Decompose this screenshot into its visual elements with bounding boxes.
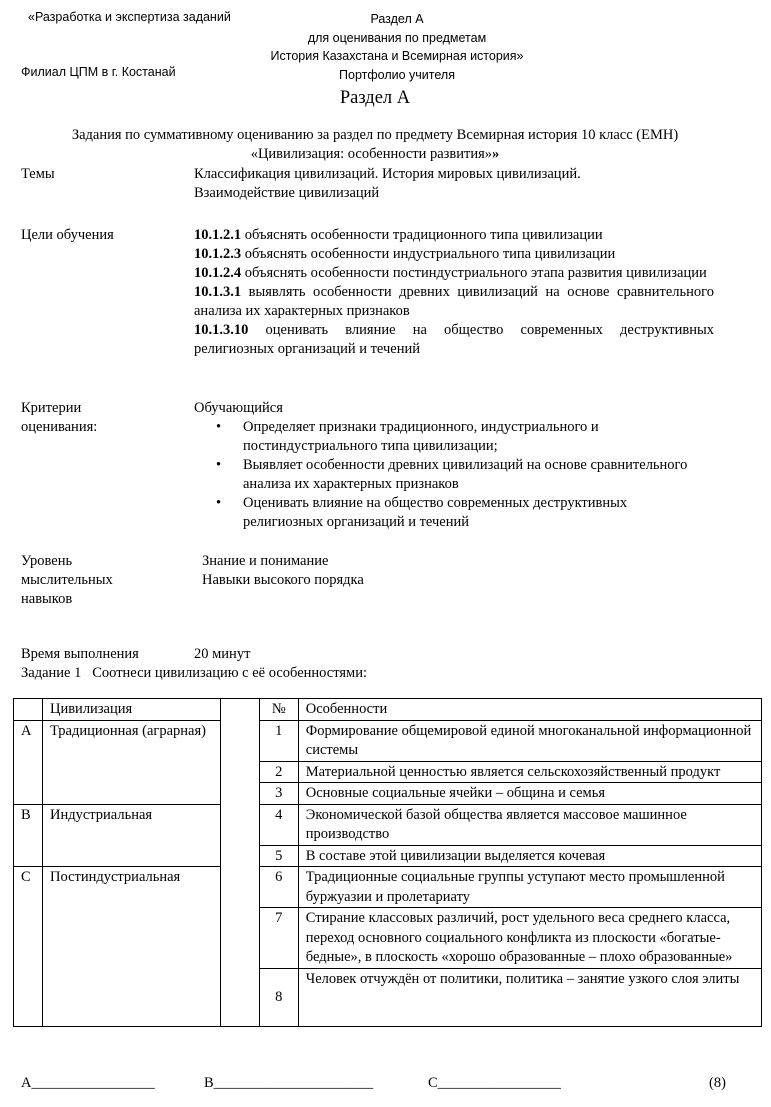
bullet-icon: • [216,457,222,473]
objective-text: объяснять особенности традиционного типа цивилизации [241,227,603,243]
criteria-item [194,456,694,494]
criteria-text: Выявляет особенности древних цивилизаций на основе сравнительного анализа их характерных признаков [243,457,688,492]
feature-number: 5 [259,845,298,867]
civ-letter: C [14,867,43,1027]
thinking-label-line: мыслительных [21,572,113,588]
objective-code: 10.1.3.10 [194,322,249,338]
header-center-line: Раздел А [370,12,424,26]
feature-text: Традиционные социальные группы уступают место промышленной буржуазии и пролетариату [298,867,761,908]
feature-text: Материальной ценностью является сельскохозяйственный продукт [298,761,761,783]
thinking-label-line: Уровень [21,553,73,569]
feature-number: 6 [259,867,298,908]
header-branch: Филиал ЦПМ в г. Костанай [21,65,176,79]
objective-item [194,245,714,264]
answer-b-blank[interactable]: B______________________ [204,1075,374,1091]
feature-text: Формирование общемировой единой многоканальной информационной системы [298,720,761,761]
feature-number: 1 [259,720,298,761]
header-center-line: История Казахстана и Всемирная история» [270,49,524,63]
header-civilization: Цивилизация [42,699,220,721]
header-letter-cell [14,699,43,721]
header-center-line: для оценивания по предметам [307,30,487,45]
objective-text: оценивать влияние на общество современных деструктивных религиозных организаций и течений [194,322,714,357]
objective-code: 10.1.2.4 [194,265,242,281]
matching-table [13,698,762,1027]
intro-line: Задания по суммативному оцениванию за раздел по предмету Всемирная история 10 класс (ЕМН) [71,127,679,143]
bullet-icon: • [216,419,222,435]
feature-number: 2 [259,761,298,783]
civ-name: Традиционная (аграрная) [42,720,220,804]
table-row [14,804,762,845]
intro-quote-mark: » [492,145,500,162]
objective-text: объяснять особенности индустриального типа цивилизации [241,246,616,262]
thinking-label [21,552,113,609]
answer-a-blank[interactable]: A_________________ [21,1075,155,1091]
criteria-label-line: оценивания: [21,419,98,435]
feature-text: Основные социальные ячейки – община и семья [298,783,761,805]
thinking-value: Навыки высокого порядка [202,572,364,588]
header-center-block [232,10,562,84]
feature-number: 4 [259,804,298,845]
topics-label: Темы [21,166,55,182]
table-row [14,720,762,761]
spacer-column [220,699,259,1027]
answer-c-blank[interactable]: C_________________ [428,1075,561,1091]
objective-item [194,321,714,359]
objective-item [194,226,714,245]
objectives-label: Цели обучения [21,227,114,243]
feature-text: Стирание классовых различий, рост удельного веса среднего класса, переход основного социального конфликта из плоскости «богатые-бедные», в плоскость «хорошо образованные – плохо образованные» [298,908,761,969]
criteria-list [194,418,694,532]
criteria-label [21,399,97,437]
criteria-text: Оценивать влияние на общество современных деструктивных религиозных организаций и течений [243,495,628,530]
criteria-item [194,418,694,456]
score: (8) [709,1075,726,1091]
section-title: Раздел А [339,88,411,108]
criteria-item [194,494,694,532]
intro-line [0,145,750,164]
civ-name: Постиндустриальная [42,867,220,1027]
thinking-label-line: навыков [21,591,73,607]
intro-subtitle: «Цивилизация: особенности развития» [250,145,493,162]
topics-line: Взаимодействие цивилизаций [194,185,380,201]
criteria-block [194,399,694,532]
intro-text [0,126,750,163]
header-features: Особенности [298,699,761,721]
objective-item [194,283,714,321]
feature-text: Человек отчуждён от политики, политика – занятие узкого слоя элиты [298,968,761,1026]
objective-text: объяснять особенности постиндустриального этапа развития цивилизации [241,265,707,281]
objective-code: 10.1.3.1 [194,284,242,300]
feature-text: В составе этой цивилизации выделяется кочевая [298,845,761,867]
objective-item [194,264,714,283]
header-center-line: Портфолио учителя [339,67,455,82]
civ-letter: A [14,720,43,804]
objective-text: выявлять особенности древних цивилизаций на основе сравнительного анализа их характерных признаков [194,284,714,319]
time-value: 20 минут [194,646,251,662]
thinking-value: Знание и понимание [202,553,329,569]
header-organization: «Разработка и экспертиза заданий [28,10,231,24]
bullet-icon: • [216,495,222,511]
feature-number: 7 [259,908,298,969]
feature-number: 3 [259,783,298,805]
feature-text: Экономической базой общества является массовое машинное производство [298,804,761,845]
objective-code: 10.1.2.3 [194,246,242,262]
table-row [14,867,762,908]
time-label: Время выполнения [21,646,139,662]
thinking-values [202,552,364,590]
criteria-intro: Обучающийся [194,400,283,416]
civ-letter: B [14,804,43,867]
header-number: № [259,699,298,721]
topics-line: Классификация цивилизаций. История мировых цивилизаций. [194,166,581,182]
criteria-label-line: Критерии [21,400,82,416]
criteria-text: Определяет признаки традиционного, индустриального и постиндустриального типа цивилизации; [243,419,599,454]
topics-value [194,165,714,203]
feature-number: 8 [259,968,298,1026]
objectives-list [194,226,714,359]
objective-code: 10.1.2.1 [194,227,242,243]
task-instruction: Задание 1 Соотнеси цивилизацию с её особенностями: [21,665,367,681]
table-header-row [14,699,762,721]
civ-name: Индустриальная [42,804,220,867]
